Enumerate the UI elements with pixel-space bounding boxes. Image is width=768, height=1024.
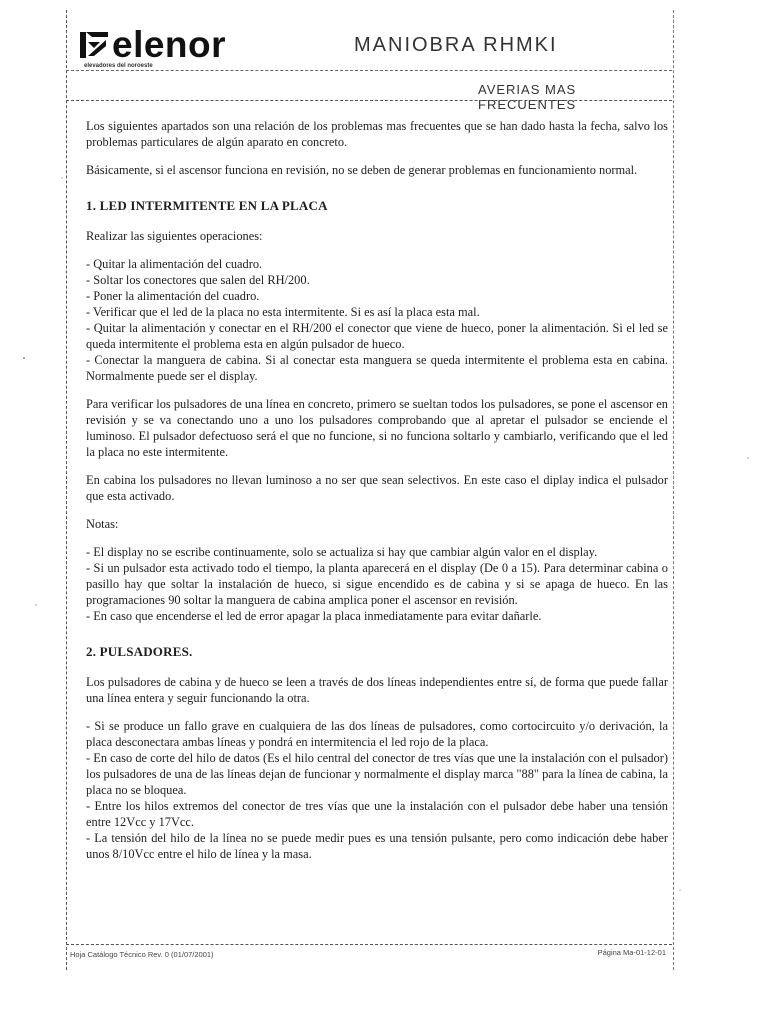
list-item: - En caso de corte del hilo de datos (Es el hilo central del conector de tres vías que une la instalación con el pulsador) los pulsadores de una de las líneas dejan de funcionar y normalmente el display marca "88" para la línea de cabina, la placa no se bloquea. (86, 751, 668, 797)
section-heading: 1. LED INTERMITENTE EN LA PLACA (86, 198, 328, 213)
intro-paragraph: Básicamente, si el ascensor funciona en revisión, no se deben de generar problemas en funcionamiento normal. (86, 163, 638, 177)
list-item: - Soltar los conectores que salen del RH/200. (86, 273, 310, 287)
list-item: - Conectar la manguera de cabina. Si al conectar esta manguera se queda intermitente el problema esta en cabina. Normalmente puede ser el display. (86, 353, 668, 383)
notes-list (86, 544, 668, 624)
footer-revision: Hoja Catálogo Técnico Rev. 0 (01/07/2001) (70, 950, 214, 959)
document-body (86, 118, 668, 874)
footer-page-number: Página Ma-01-12-01 (597, 948, 666, 957)
pulsadores-list (86, 718, 668, 862)
body-paragraph: Para verificar los pulsadores de una línea en concreto, primero se sueltan todos los pulsadores, se pone el ascensor en revisión y se va conectando uno a uno los pulsadores comprobando que al apretar el pulsador se enciende el luminoso. El pulsador defectuoso será el que no funcione, si no funciona soltarlo y cambiarlo, verificando que el led la placa no este intermitente. (86, 397, 668, 459)
elenor-logo-icon (80, 32, 108, 58)
list-item: - Quitar la alimentación del cuadro. (86, 257, 263, 271)
document-header (66, 10, 672, 112)
list-item: - Si un pulsador esta activado todo el tiempo, la planta aparecerá en el display (De 0 a 15). Para determinar cabina o pasillo hay que soltar la instalación de hueco, si sigue encendido es de cabina y si se apaga de hueco. En las programaciones 90 soltar la manguera de cabina amplica poner el ascensor en revisión. (86, 561, 668, 607)
header-divider-bottom (66, 100, 672, 101)
document-footer (66, 944, 672, 964)
list-item: - Si se produce un fallo grave en cualquiera de las dos líneas de pulsadores, como cortocircuito y/o derivación, la placa desconectara ambas líneas y pondrá en intermitencia el led rojo de la placa. (86, 719, 668, 749)
list-item: - Verificar que el led de la placa no esta intermitente. Si es así la placa esta mal. (86, 305, 480, 319)
body-paragraph: Los pulsadores de cabina y de hueco se leen a través de dos líneas independientes entre sí, de forma que puede fallar una línea entera y seguir funcionando la otra. (86, 675, 668, 705)
company-logo-subtext: elevadores del noroeste (84, 63, 153, 69)
operations-list (86, 256, 668, 384)
list-item: - El display no se escribe continuamente, solo se actualiza si hay que cambiar algún valor en el display. (86, 545, 598, 559)
section-heading: 2. PULSADORES. (86, 644, 193, 659)
document-title: MANIOBRA RHMKI (354, 34, 558, 56)
intro-paragraph: Los siguientes apartados son una relación de los problemas mas frecuentes que se han dado hasta la fecha, salvo los problemas particulares de algún aparato en concreto. (86, 119, 668, 149)
header-divider (66, 70, 672, 71)
body-paragraph: En cabina los pulsadores no llevan luminoso a no ser que sean selectivos. En este caso el diplay indica el pulsador que esta activado. (86, 473, 668, 503)
document-subtitle: AVERIAS MAS FRECUENTES (478, 82, 577, 112)
list-item: - La tensión del hilo de la línea no se puede medir pues es una tensión pulsante, pero como indicación debe haber unos 8/10Vcc entre el hilo de línea y la masa. (86, 831, 668, 861)
notes-title: Notas: (86, 517, 119, 531)
company-logo-text: elenor (112, 24, 227, 65)
list-item: - Poner la alimentación del cuadro. (86, 289, 260, 303)
list-item: - Entre los hilos extremos del conector de tres vías que une la instalación con el pulsador debe haber una tensión entre 12Vcc y 17Vcc. (86, 799, 668, 829)
list-item: - Quitar la alimentación y conectar en el RH/200 el conector que viene de hueco, poner la alimentación. Si el led se queda intermitente el problema esta en algún pulsador de hueco. (86, 321, 668, 351)
section-lead: Realizar las siguientes operaciones: (86, 229, 263, 243)
list-item: - En caso que encenderse el led de error apagar la placa inmediatamente para evitar dañarle. (86, 609, 542, 623)
footer-divider (66, 944, 672, 945)
